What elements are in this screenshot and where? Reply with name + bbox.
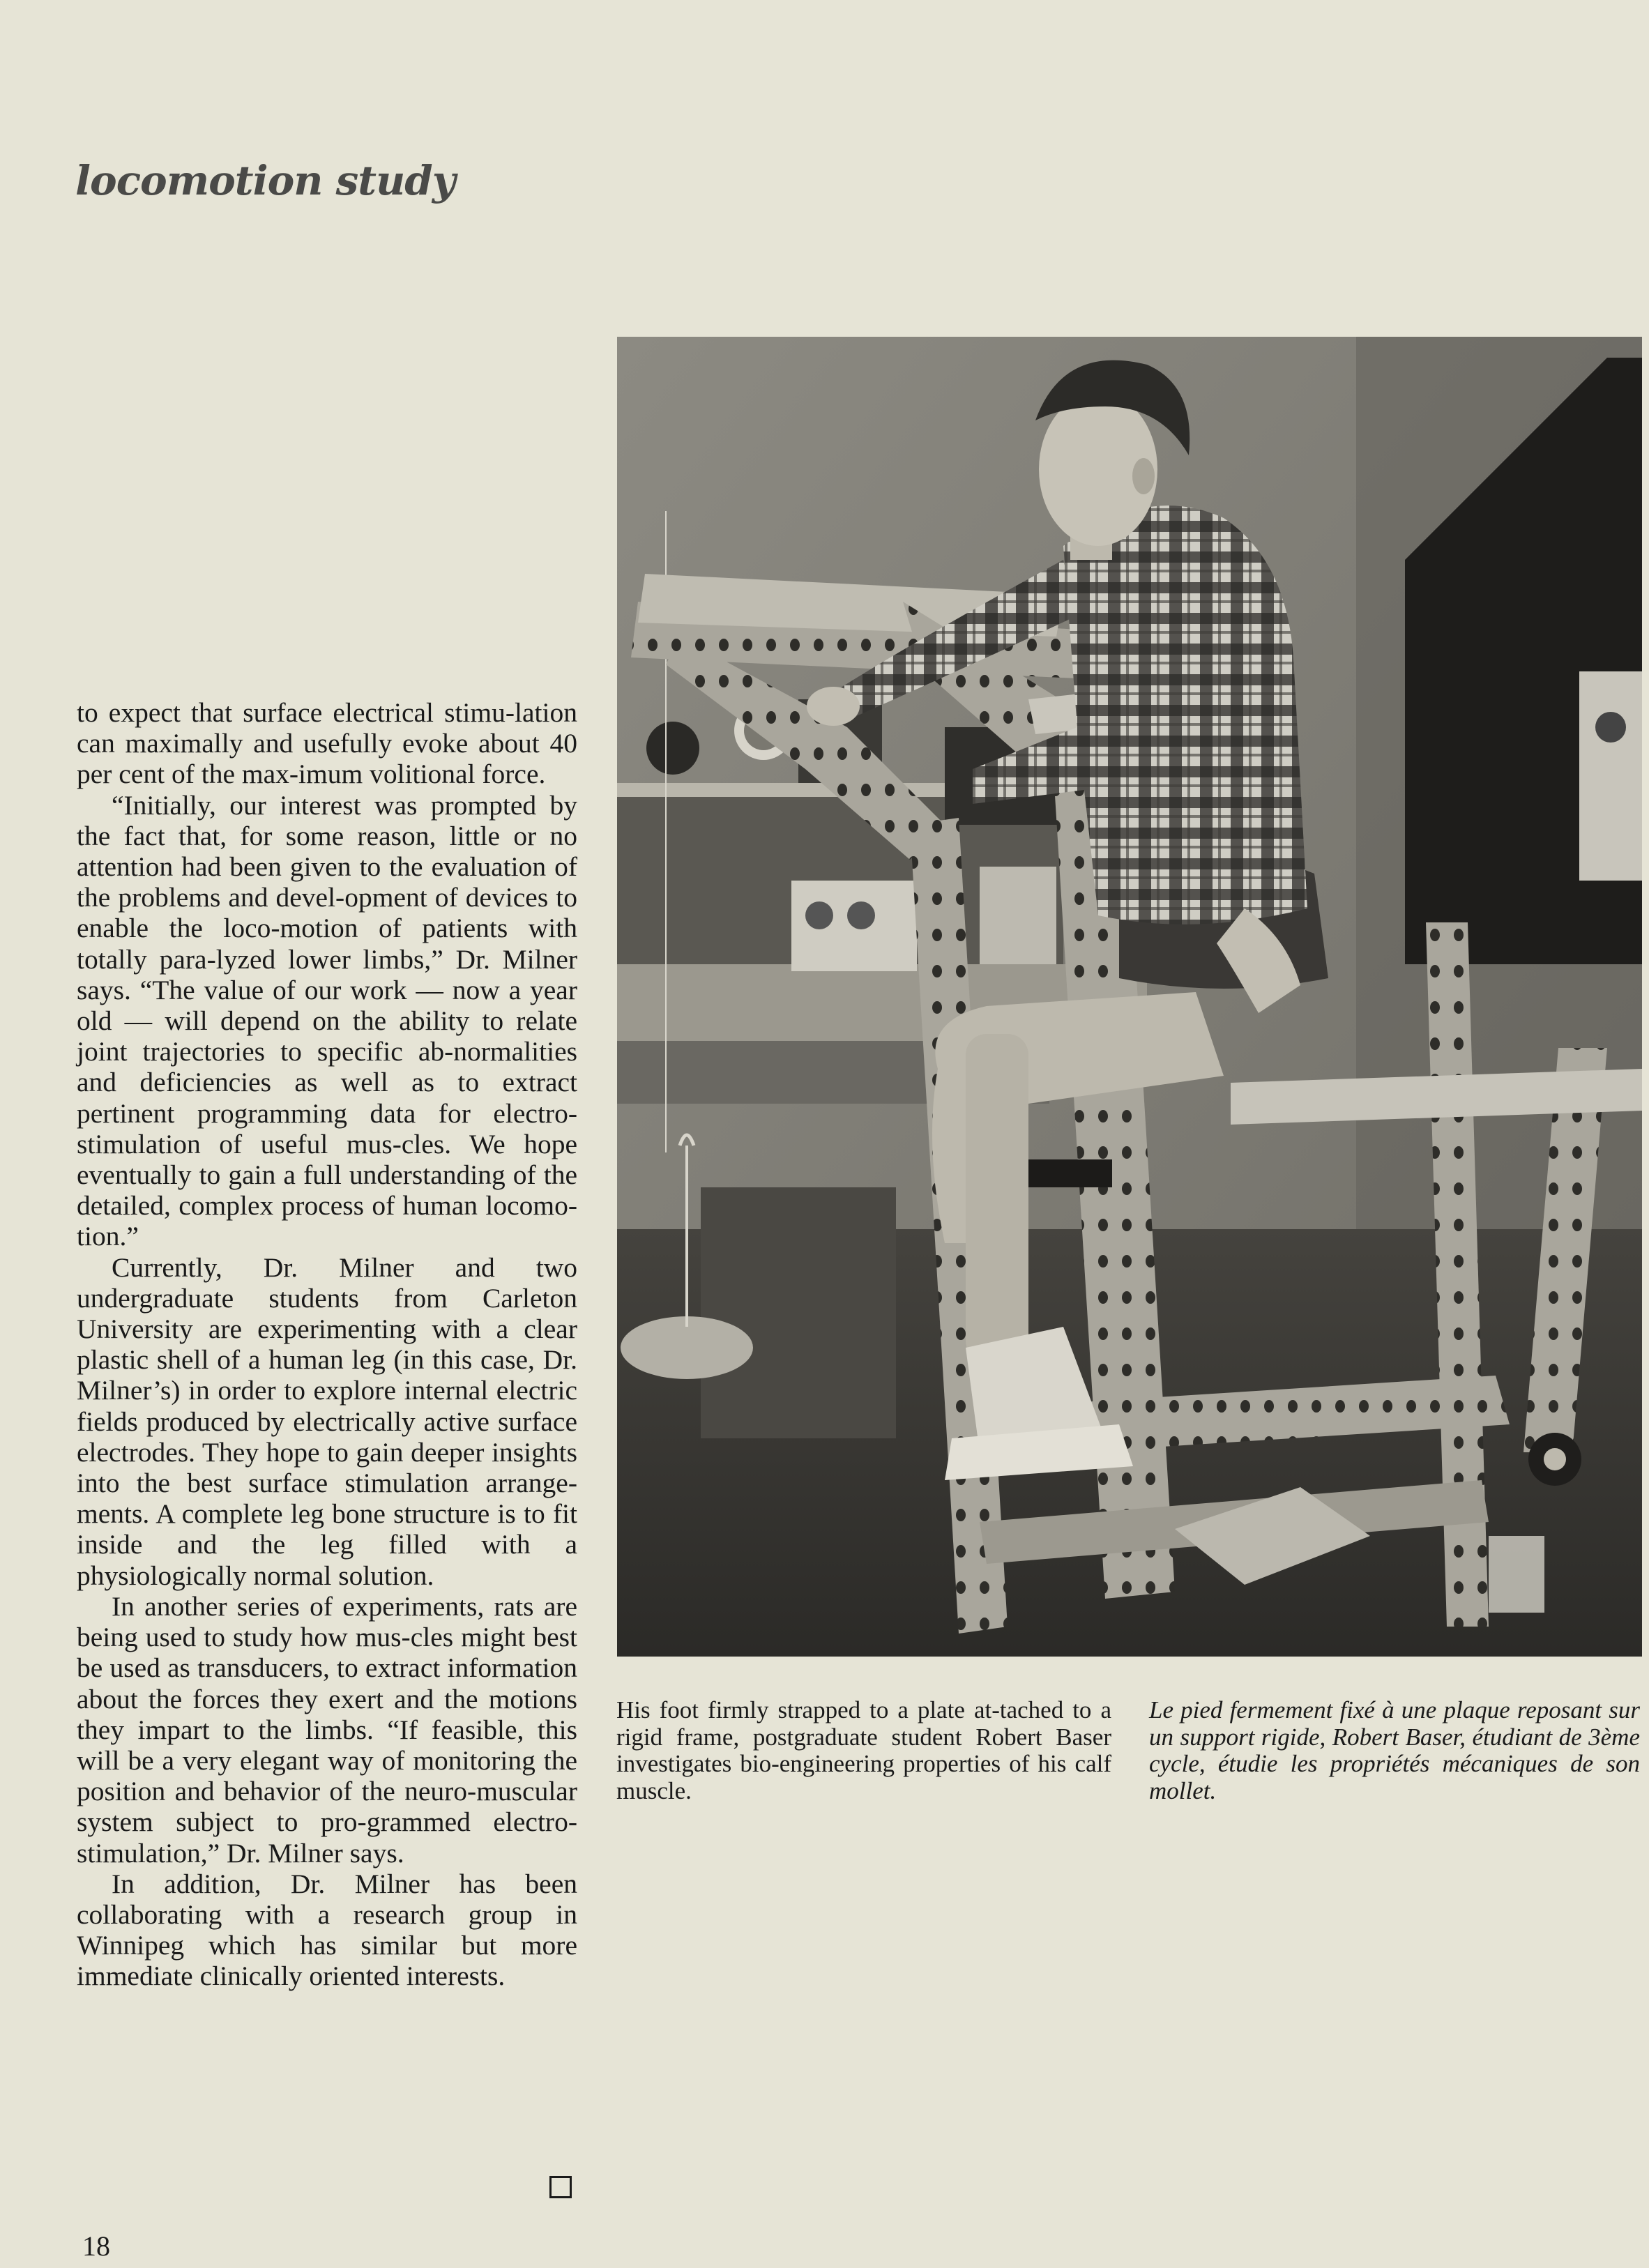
lab-photograph [617, 337, 1642, 1657]
section-title: locomotion study [75, 157, 455, 204]
photo-caption-french: Le pied fermement fixé à une plaque reposant sur un support rigide, Robert Baser, étudiant de 3ème cycle, étudie les propriétés mécaniques de son mollet. [1149, 1696, 1640, 1804]
article-paragraph-1: to expect that surface electrical stimu-lation can maximally and usefully evoke about 40 per cent of the max-imum volitional force. [77, 697, 577, 790]
article-paragraph-4: In another series of experiments, rats are being used to study how mus-cles might best be used as transducers, to extract information about the forces they exert and the motions they impart to the limbs. “If feasible, this will be a very elegant way of monitoring the position and behavior of the neuro-muscular system subject to pro-grammed electro-stimulation,” Dr. Milner says. [77, 1590, 577, 1869]
article-paragraph-3: Currently, Dr. Milner and two undergraduate students from Carleton University are experimenting with a clear plastic shell of a human leg (in this case, Dr. Milner’s) in order to explore internal electric fields produced by electrically active surface electrodes. They hope to gain deeper insights into the best surface stimulation arrange-ments. A complete leg bone structure is to fit inside and the leg filled with a physiologically normal solution. [77, 1251, 577, 1591]
article-body [77, 697, 577, 1992]
end-of-article-mark [549, 2176, 572, 2198]
article-paragraph-2: “Initially, our interest was prompted by the fact that, for some reason, little or no attention had been given to the evaluation of the problems and devel-opment of devices to enable the loco-motion of patients with totally para-lyzed lower limbs,” Dr. Milner says. “The value of our work — now a year old — will depend on the ability to relate joint trajectories to specific ab-normalities and deficiencies as well as to extract pertinent programming data for electro-stimulation of useful mus-cles. We hope eventually to gain a full understanding of the detailed, complex process of human locomo-tion.” [77, 789, 577, 1252]
page-number: 18 [82, 2230, 110, 2262]
photo-caption-english: His foot firmly strapped to a plate at-tached to a rigid frame, postgraduate student Robert Baser investigates bio-engineering properties of his calf muscle. [616, 1696, 1111, 1804]
article-paragraph-5: In addition, Dr. Milner has been collaborating with a research group in Winnipeg which has similar but more immediate clinically oriented interests. [77, 1868, 577, 1992]
